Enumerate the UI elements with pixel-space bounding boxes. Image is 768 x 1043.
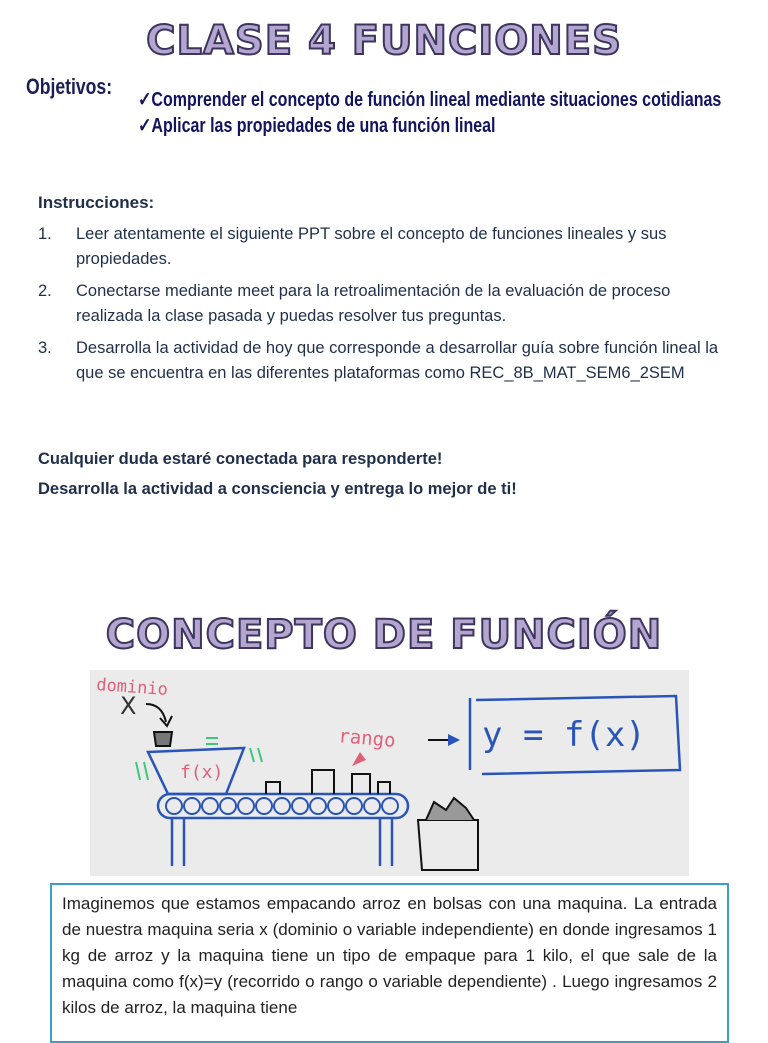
formula-text: y = f(x) (482, 715, 646, 755)
objective-item: ✓Aplicar las propiedades de una función lineal (138, 115, 496, 137)
rice-bag-icon (154, 732, 172, 746)
arrowhead-icon (448, 734, 460, 746)
package-icon (266, 782, 280, 794)
closing-message: Cualquier duda estaré conectada para responderte! (38, 450, 443, 468)
conveyor-legs (172, 818, 392, 866)
instruction-step (38, 279, 738, 329)
step-text: Conectarse mediante meet para la retroalimentación de la evaluación de proceso realizada la clase pasada y puedas resolver tus preguntas. (76, 282, 671, 325)
whiteboard-illustration (90, 670, 689, 876)
packages-pile-icon (426, 798, 474, 820)
function-machine-drawing (90, 670, 689, 876)
instruction-step (38, 336, 738, 386)
objective-item: ✓Comprender el concepto de función lineal mediante situaciones cotidianas (138, 89, 722, 111)
step-text: Leer atentamente el siguiente PPT sobre el concepto de funciones lineales y sus propiedades. (76, 225, 667, 268)
input-arrow (146, 704, 166, 722)
section-title: CONCEPTO DE FUNCIÓN (105, 612, 663, 658)
machine-label: f(x) (180, 762, 224, 783)
instructions-heading: Instrucciones: (38, 193, 155, 212)
package-icon (352, 774, 370, 794)
instruction-step (38, 222, 738, 272)
step-number: 3. (38, 339, 52, 357)
red-arrow-icon (352, 752, 366, 766)
motion-mark (206, 738, 218, 744)
motion-mark (136, 762, 148, 780)
step-text: Desarrolla la actividad de hoy que corresponde a desarrollar guía sobre función lineal la que se encuentra en las diferentes plataformas como REC_8B_MAT_SEM6_2SEM (76, 339, 719, 382)
range-label: rango (337, 725, 397, 752)
output-box (418, 820, 478, 870)
explanation-box (50, 883, 729, 1043)
explanation-text: Imaginemos que estamos empacando arroz en bolsas con una maquina. La entrada de nuestra maquina seria x (dominio o variable independiente) en donde ingresamos 1 kg de arroz y la maquina tiene un tipo de empaque para 1 kilo, el que sale de la maquina como f(x)=y (recorrido o rango o variable dependiente) . Luego ingresamos 2 kilos de arroz, la maquina tiene (62, 894, 717, 1017)
domain-label: dominio (95, 675, 169, 700)
conveyor-rollers (166, 798, 398, 814)
package-icon (378, 782, 390, 794)
package-icon (312, 770, 334, 794)
step-number: 1. (38, 225, 52, 243)
objectives-label: Objetivos: (26, 74, 113, 99)
step-number: 2. (38, 282, 52, 300)
motion-mark (250, 748, 262, 762)
slide-title: CLASE 4 FUNCIONES (146, 18, 622, 64)
x-label: X (120, 692, 137, 720)
closing-message: Desarrolla la actividad a consciencia y entrega lo mejor de ti! (38, 480, 517, 498)
